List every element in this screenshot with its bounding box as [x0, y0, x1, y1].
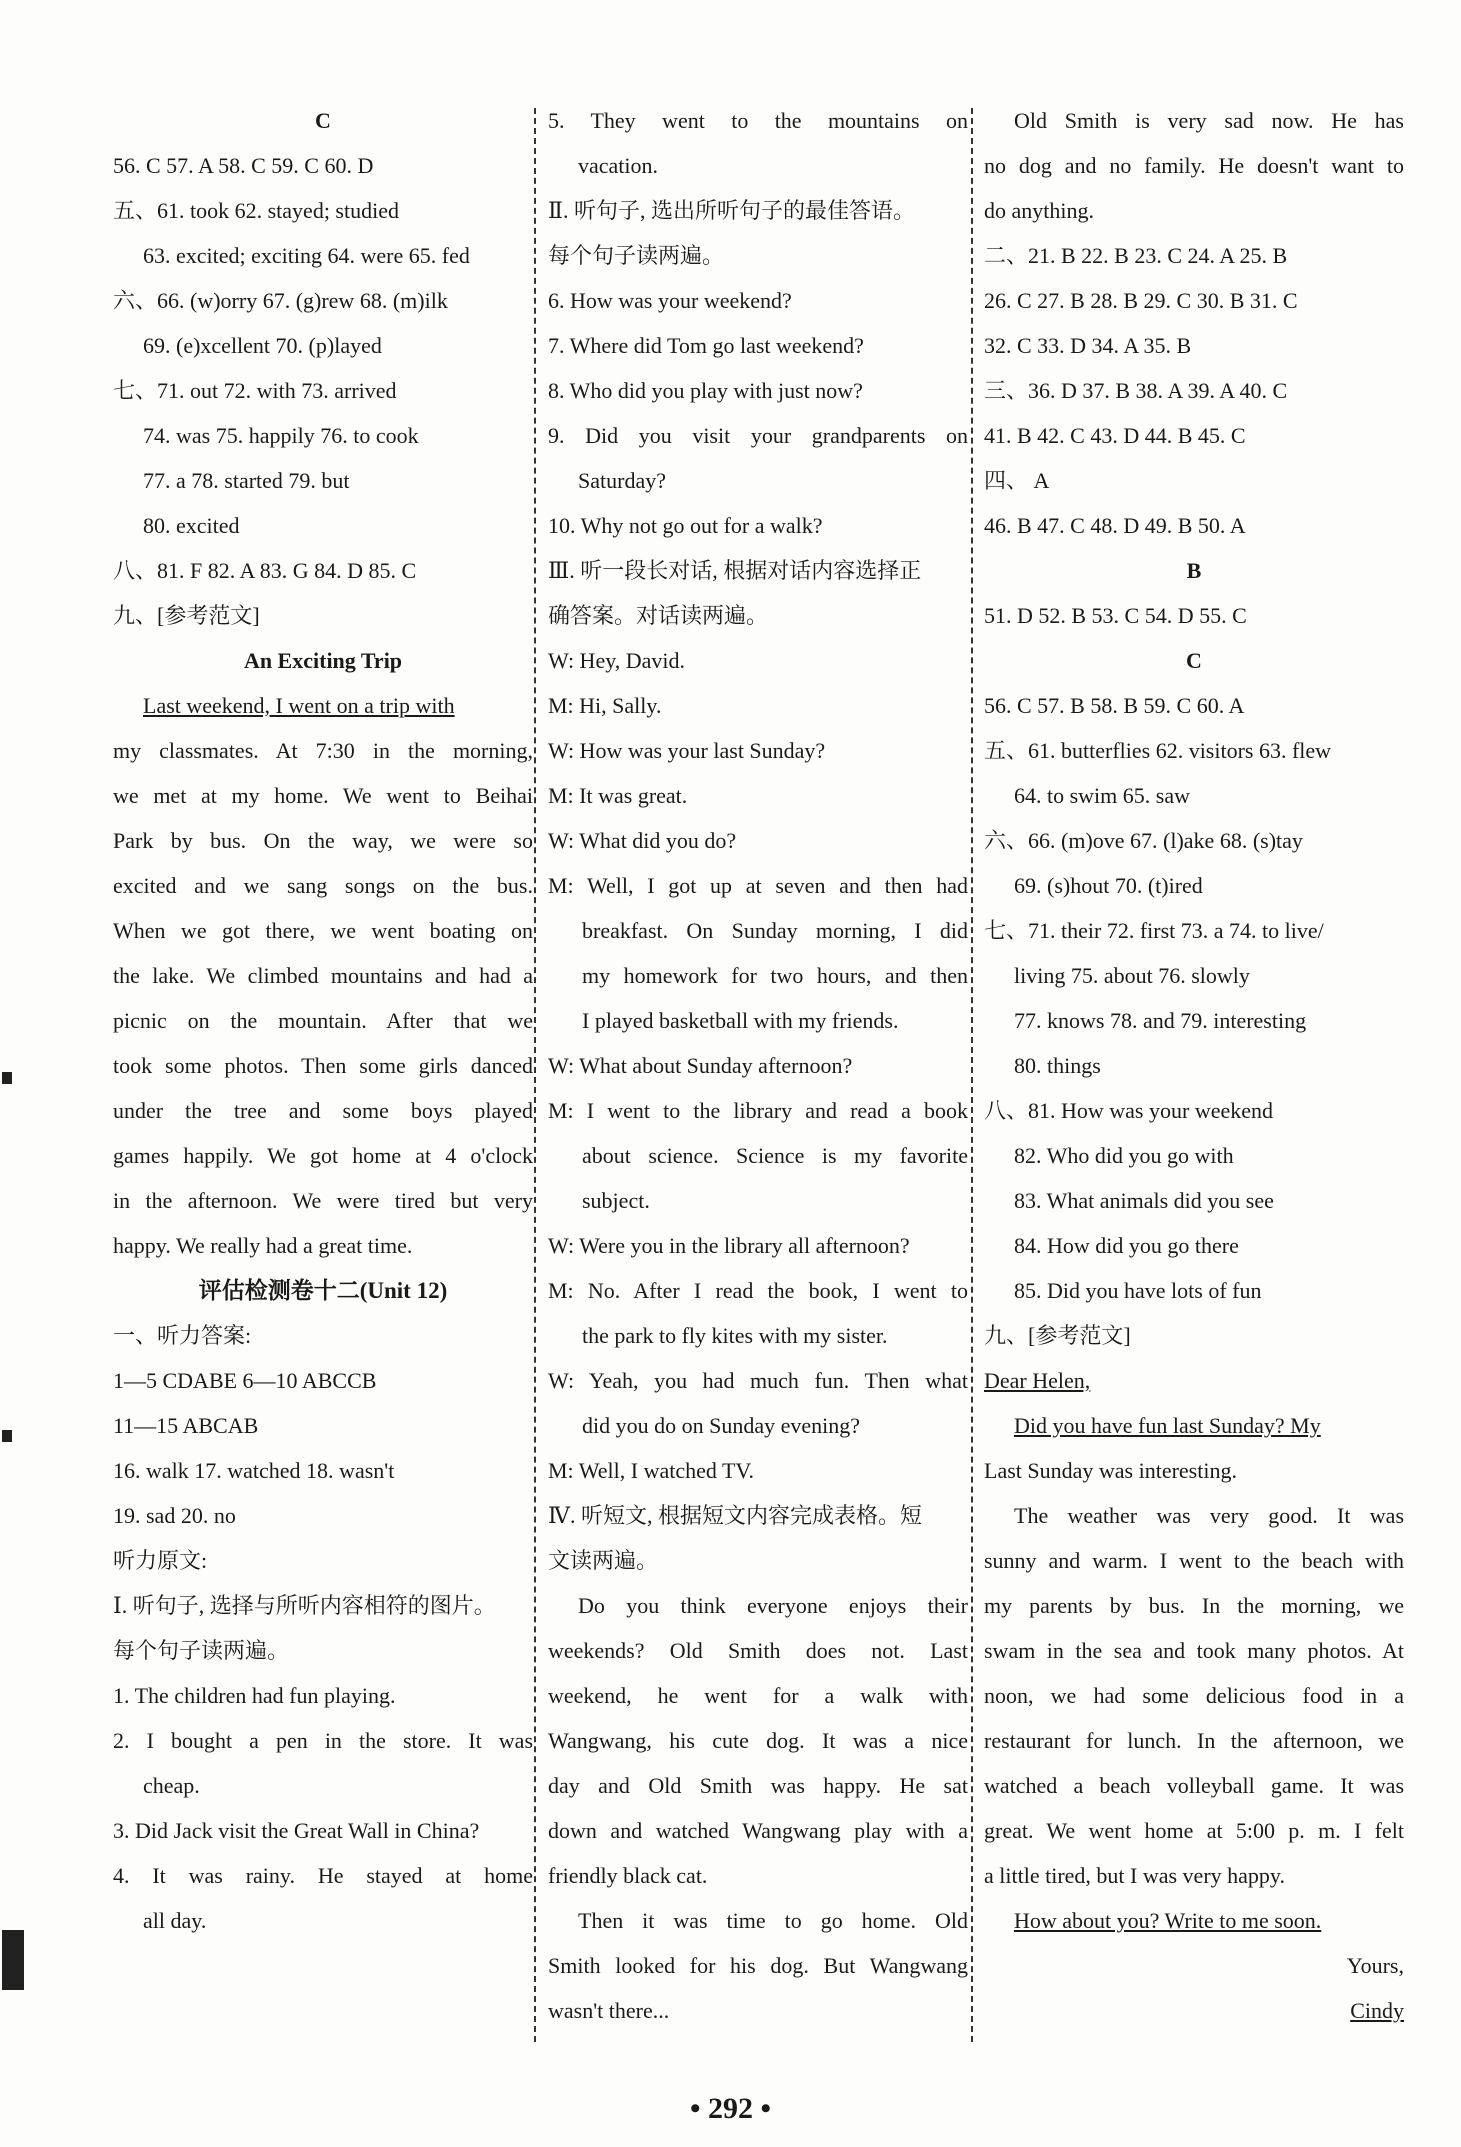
col2-line: day and Old Smith was happy. He sat	[548, 1773, 968, 1798]
margin-mark	[2, 1072, 12, 1084]
col1-line: When we got there, we went boating on	[113, 918, 533, 943]
col2-line: M: I went to the library and read a book	[548, 1098, 968, 1123]
col1-line: 一、听力答案:	[113, 1323, 252, 1348]
col2-line: breakfast. On Sunday morning, I did	[582, 918, 968, 943]
col2-line: about science. Science is my favorite	[582, 1143, 968, 1168]
col1-line: games happily. We got home at 4 o'clock	[113, 1143, 533, 1168]
col1-line: 56. C 57. A 58. C 59. C 60. D	[113, 153, 374, 178]
col1-line: took some photos. Then some girls danced	[113, 1053, 533, 1078]
col1-line: 63. excited; exciting 64. were 65. fed	[143, 243, 470, 268]
col1-line: 五、61. took 62. stayed; studied	[113, 198, 399, 223]
col3-line: C	[1186, 648, 1202, 673]
col1-line: 4. It was rainy. He stayed at home	[113, 1863, 533, 1888]
col1-line: 七、71. out 72. with 73. arrived	[113, 378, 397, 403]
col3-line: 四、 A	[984, 468, 1050, 493]
col2-line: 7. Where did Tom go last weekend?	[548, 333, 864, 358]
col3-line: great. We went home at 5:00 p. m. I felt	[984, 1818, 1404, 1843]
col3-line: a little tired, but I was very happy.	[984, 1863, 1285, 1888]
col3-line: living 75. about 76. slowly	[1014, 963, 1250, 988]
col3-line: 56. C 57. B 58. B 59. C 60. A	[984, 693, 1245, 718]
col3-line: 46. B 47. C 48. D 49. B 50. A	[984, 513, 1246, 538]
col3-line: 五、61. butterflies 62. visitors 63. flew	[984, 738, 1332, 763]
col3-line: 51. D 52. B 53. C 54. D 55. C	[984, 603, 1247, 628]
col2-line: weekend, he went for a walk with	[548, 1683, 968, 1708]
col3-line: 69. (s)hout 70. (t)ired	[1014, 873, 1203, 898]
col3-line: swam in the sea and took many photos. At	[984, 1638, 1404, 1663]
col1-line: 每个句子读两遍。	[113, 1638, 290, 1663]
col3-line: do anything.	[984, 198, 1094, 223]
col3-line: 64. to swim 65. saw	[1014, 783, 1190, 808]
col3-line: 84. How did you go there	[1014, 1233, 1239, 1258]
col2-line: 9. Did you visit your grandparents on	[548, 423, 968, 448]
col3-line: 80. things	[1014, 1053, 1101, 1078]
col1-line: An Exciting Trip	[243, 648, 403, 673]
col2-line: W: What about Sunday afternoon?	[548, 1053, 853, 1078]
col3-line: 二、21. B 22. B 23. C 24. A 25. B	[984, 243, 1288, 268]
col1-line: 听力原文:	[113, 1548, 208, 1573]
col1-line: 69. (e)xcellent 70. (p)layed	[143, 333, 382, 358]
col2-line: 文读两遍。	[548, 1548, 659, 1573]
col3-line: Dear Helen,	[984, 1368, 1091, 1393]
col1-line: picnic on the mountain. After that we	[113, 1008, 533, 1033]
col3-line: 九、[参考范文]	[984, 1323, 1131, 1348]
col1-line: 九、[参考范文]	[113, 603, 260, 628]
col2-line: subject.	[582, 1188, 650, 1213]
col3-line: 七、71. their 72. first 73. a 74. to live/	[984, 918, 1324, 943]
col3-line: 82. Who did you go with	[1014, 1143, 1234, 1168]
col3-line: Last Sunday was interesting.	[984, 1458, 1237, 1483]
col1-line: Ⅰ. 听句子, 选择与所听内容相符的图片。	[113, 1593, 496, 1618]
col3-line: noon, we had some delicious food in a	[984, 1683, 1404, 1708]
col3-line: 八、81. How was your weekend	[984, 1098, 1273, 1123]
col1-line: 1—5 CDABE 6—10 ABCCB	[113, 1368, 377, 1393]
col1-line: we met at my home. We went to Beihai	[113, 783, 533, 808]
col2-line: M: Hi, Sally.	[548, 693, 662, 718]
col3-line: B	[1186, 558, 1202, 583]
col2-line: M: It was great.	[548, 783, 688, 808]
col1-line: happy. We really had a great time.	[113, 1233, 413, 1258]
margin-mark	[2, 1430, 12, 1442]
col3-line: 六、66. (m)ove 67. (l)ake 68. (s)tay	[984, 828, 1303, 853]
col2-line: 8. Who did you play with just now?	[548, 378, 863, 403]
col2-line: 10. Why not go out for a walk?	[548, 513, 823, 538]
col3-line: watched a beach volleyball game. It was	[984, 1773, 1404, 1798]
col2-line: W: Hey, David.	[548, 648, 686, 673]
col2-line: W: Yeah, you had much fun. Then what	[548, 1368, 968, 1393]
col1-line: 11—15 ABCAB	[113, 1413, 259, 1438]
col3-line: 41. B 42. C 43. D 44. B 45. C	[984, 423, 1246, 448]
col2-line: 每个句子读两遍。	[548, 243, 725, 268]
col3-line: sunny and warm. I went to the beach with	[984, 1548, 1404, 1573]
col1-line: 1. The children had fun playing.	[113, 1683, 396, 1708]
col1-line: 评估检测卷十二(Unit 12)	[198, 1278, 448, 1303]
column-divider-left	[534, 108, 536, 2042]
col3-line: restaurant for lunch. In the afternoon, we	[984, 1728, 1404, 1753]
col3-line: my parents by bus. In the morning, we	[984, 1593, 1404, 1618]
col1-line: Last weekend, I went on a trip with	[143, 693, 455, 718]
col2-line: 6. How was your weekend?	[548, 288, 792, 313]
answer-column-right	[984, 98, 1404, 2033]
col2-line: Ⅳ. 听短文, 根据短文内容完成表格。短	[548, 1503, 922, 1528]
col3-line: no dog and no family. He doesn't want to	[984, 153, 1404, 178]
col1-line: 16. walk 17. watched 18. wasn't	[113, 1458, 395, 1483]
col3-line: 77. knows 78. and 79. interesting	[1014, 1008, 1307, 1033]
col2-line: M: Well, I got up at seven and then had	[548, 873, 968, 898]
col1-line: C	[315, 108, 331, 133]
col1-line: 2. I bought a pen in the store. It was	[113, 1728, 533, 1753]
col3-line: How about you? Write to me soon.	[1014, 1908, 1322, 1933]
col2-line: weekends? Old Smith does not. Last	[548, 1638, 968, 1663]
col2-line: Ⅲ. 听一段长对话, 根据对话内容选择正	[548, 558, 922, 583]
margin-mark	[2, 1930, 24, 1990]
col2-line: Wangwang, his cute dog. It was a nice	[548, 1728, 968, 1753]
col3-line: The weather was very good. It was	[1014, 1503, 1404, 1528]
col3-line: Cindy	[1350, 1998, 1404, 2023]
col2-line: M: No. After I read the book, I went to	[548, 1278, 968, 1303]
col1-line: 80. excited	[143, 513, 240, 538]
col1-line: my classmates. At 7:30 in the morning,	[113, 738, 533, 763]
page-number: • 292 •	[689, 2092, 771, 2125]
col1-line: all day.	[143, 1908, 207, 1933]
col1-line: 74. was 75. happily 76. to cook	[143, 423, 419, 448]
col2-line: Saturday?	[578, 468, 666, 493]
col1-line: 3. Did Jack visit the Great Wall in China?	[113, 1818, 480, 1843]
col3-line: 26. C 27. B 28. B 29. C 30. B 31. C	[984, 288, 1298, 313]
col3-line: 32. C 33. D 34. A 35. B	[984, 333, 1192, 358]
col2-line: down and watched Wangwang play with a	[548, 1818, 968, 1843]
col2-line: friendly black cat.	[548, 1863, 708, 1888]
col2-line: W: What did you do?	[548, 828, 737, 853]
col2-line: did you do on Sunday evening?	[582, 1413, 861, 1438]
col2-line: 5. They went to the mountains on	[548, 108, 968, 133]
col2-line: M: Well, I watched TV.	[548, 1458, 754, 1483]
column-divider-right	[971, 108, 973, 2042]
col2-line: W: How was your last Sunday?	[548, 738, 826, 763]
col3-line: Old Smith is very sad now. He has	[1014, 108, 1404, 133]
col2-line: wasn't there...	[548, 1998, 670, 2023]
col3-line: Did you have fun last Sunday? My	[1014, 1413, 1321, 1438]
col1-line: 六、66. (w)orry 67. (g)rew 68. (m)ilk	[113, 288, 448, 313]
col3-line: 85. Did you have lots of fun	[1014, 1278, 1262, 1303]
col1-line: in the afternoon. We were tired but very	[113, 1188, 533, 1213]
col2-line: Then it was time to go home. Old	[578, 1908, 968, 1933]
col1-line: 19. sad 20. no	[113, 1503, 236, 1528]
col1-line: Park by bus. On the way, we were so	[113, 828, 533, 853]
col2-line: 确答案。对话读两遍。	[548, 603, 769, 628]
col1-line: cheap.	[143, 1773, 200, 1798]
col2-line: W: Were you in the library all afternoon?	[548, 1233, 910, 1258]
answer-column-left	[113, 98, 533, 1943]
col2-line: Smith looked for his dog. But Wangwang	[548, 1953, 968, 1978]
col2-line: my homework for two hours, and then	[582, 963, 968, 988]
col2-line: Do you think everyone enjoys their	[578, 1593, 968, 1618]
col1-line: the lake. We climbed mountains and had a	[113, 963, 533, 988]
listening-script-column-middle	[548, 98, 968, 2033]
col3-line: Yours,	[1346, 1953, 1404, 1978]
col1-line: excited and we sang songs on the bus.	[113, 873, 533, 898]
col2-line: Ⅱ. 听句子, 选出所听句子的最佳答语。	[548, 198, 915, 223]
col1-line: 八、81. F 82. A 83. G 84. D 85. C	[113, 558, 417, 583]
col2-line: the park to fly kites with my sister.	[582, 1323, 888, 1348]
col3-line: 83. What animals did you see	[1014, 1188, 1274, 1213]
col3-line: 三、36. D 37. B 38. A 39. A 40. C	[984, 378, 1288, 403]
col2-line: I played basketball with my friends.	[582, 1008, 899, 1033]
col2-line: vacation.	[578, 153, 659, 178]
col1-line: 77. a 78. started 79. but	[143, 468, 350, 493]
col1-line: under the tree and some boys played	[113, 1098, 533, 1123]
